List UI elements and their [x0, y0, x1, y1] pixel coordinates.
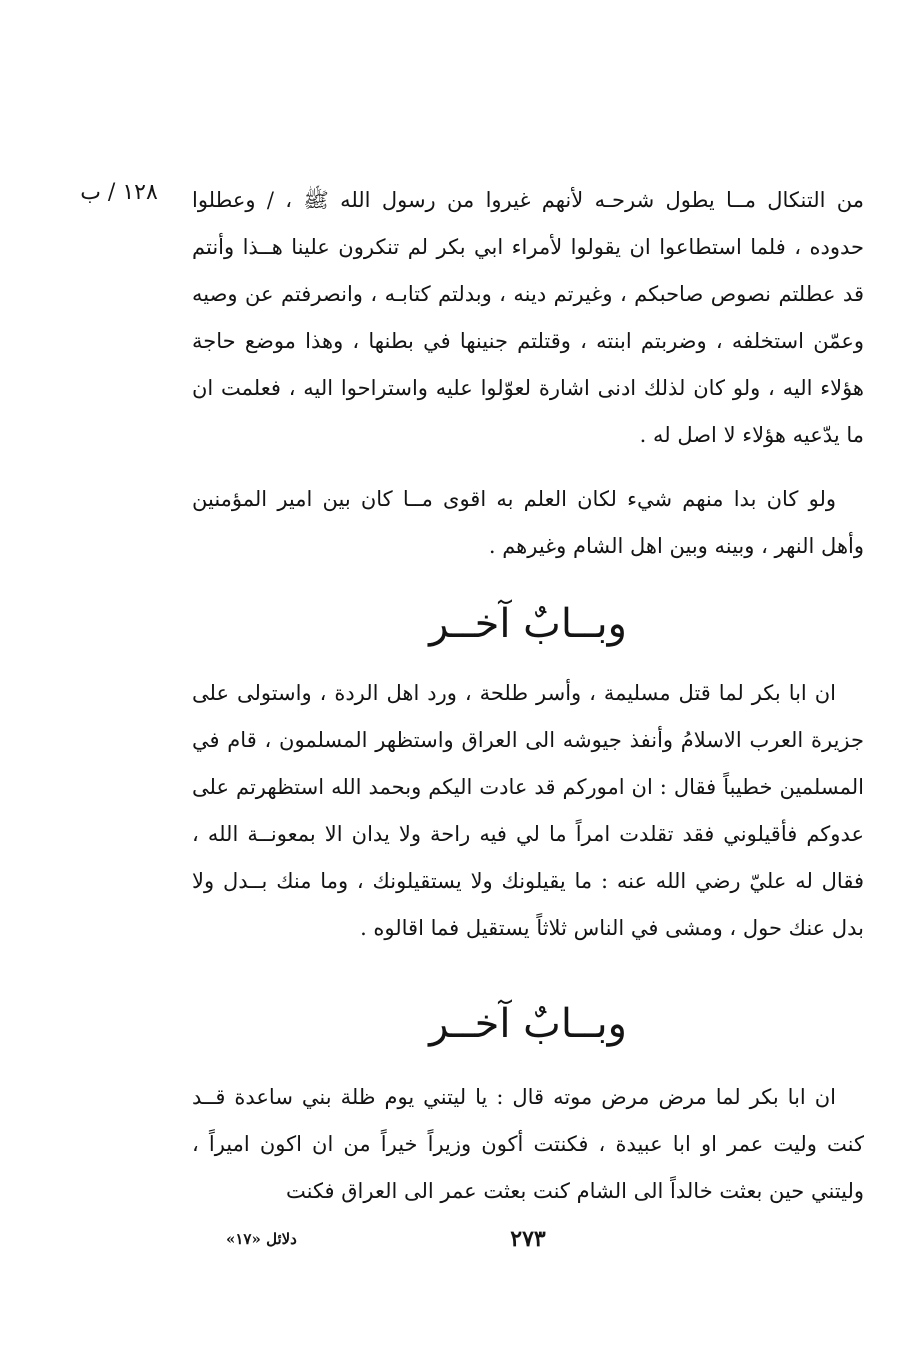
section-heading-2: وبــابٌ آخــر [429, 1001, 627, 1047]
paragraph: ان ابا بكر لما قتل مسليمة ، وأسر طلحة ، ورد اهل الردة ، واستولى على جزيرة العرب الاسلامُ وأنفذ جيوشه الى العراق واستظهر المسلمون ، قام في المسلمين خطيباً فقال : ان اموركم قد عادت اليكم وبحمد الله استظهرتم على عدوكم فأقيلوني فقد تقلدت امراً ما لي فيه راحة ولا يدان الا بمعونــة الله ، فقال له عليّ رضي الله عنه : ما يقيلونك ولا يستقيلونك ، وما منك بــدل ولا بدل عنك حول ، ومشى في الناس ثلاثاً يستقيل فما اقالوه . [192, 681, 864, 940]
text-section-1 [192, 177, 864, 459]
page-footer [192, 1226, 864, 1260]
printer-signature-mark: دلائل «١٧» [226, 1230, 297, 1248]
paragraph: ان ابا بكر لما مرض مرض موته قال : يا ليتني يوم ظلة بني ساعدة قــد كنت وليت عمر او ابا عبيدة ، فكنتت أكون وزيراً خيراً من ان اكون اميراً ، وليتني حين بعثت خالداً الى الشام كنت بعثت عمر الى العراق فكنت [192, 1085, 864, 1203]
text-section-2 [192, 476, 864, 570]
paragraph: من التنكال مــا يطول شرحـه لأنهم غيروا من رسول الله ﷺ ، / وعطلوا حدوده ، فلما استطاعوا ان يقولوا لأمراء ابي بكر لم تنكرون علينا هــذا وأنتم قد عطلتم نصوص صاحبكم ، وغيرتم دينه ، وبدلتم كتابـه ، وانصرفتم عن وصيه وعمّن استخلفه ، وضربتم ابنته ، وقتلتم جنينها في بطنها ، وهذا موضع حاجة هؤلاء اليه ، ولو كان لذلك ادنى اشارة لعوّلوا عليه واستراحوا اليه ، فعلمت ان ما يدّعيه هؤلاء لا اصل له . [192, 188, 864, 447]
paragraph: ولو كان بدا منهم شيء لكان العلم به اقوى مــا كان بين امير المؤمنين وأهل النهر ، وبينه وبين اهل الشام وغيرهم . [192, 487, 864, 558]
margin-folio-note: ١٢٨ / ب [80, 180, 158, 205]
section-heading-1: وبــابٌ آخــر [429, 601, 627, 647]
text-section-3 [192, 670, 864, 952]
page-number: ٢٧٣ [510, 1226, 546, 1252]
text-section-4 [192, 1074, 864, 1215]
